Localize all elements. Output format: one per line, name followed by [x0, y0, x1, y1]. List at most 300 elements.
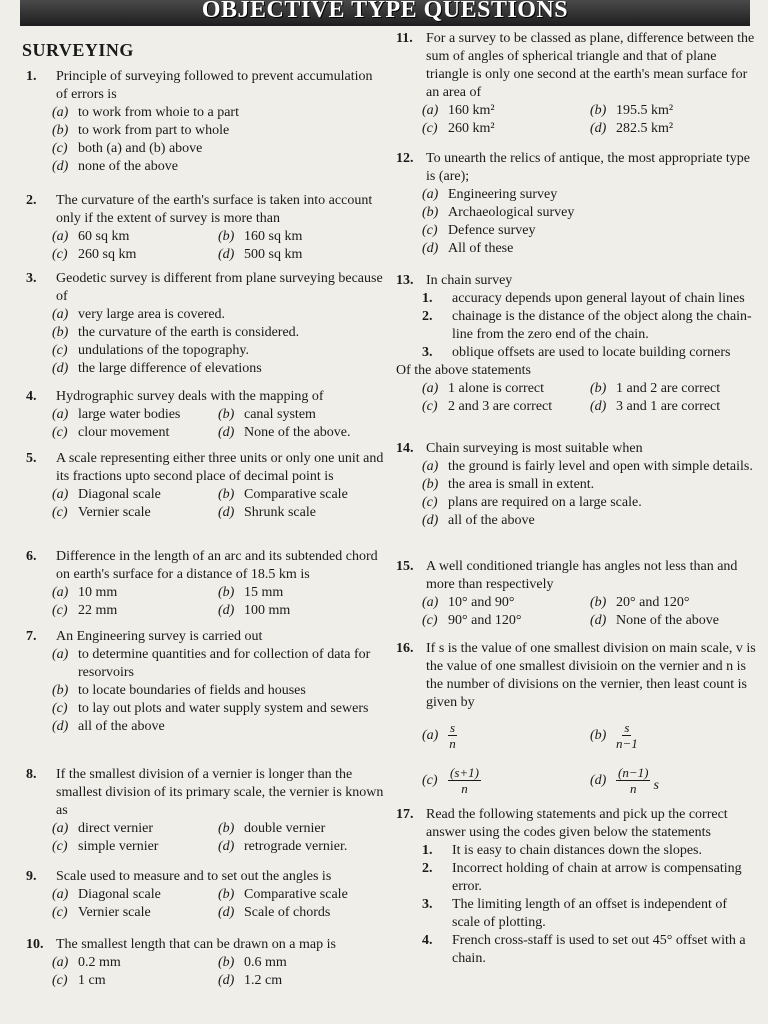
option-label: (a)	[422, 727, 439, 743]
answer-options	[52, 228, 384, 264]
question-4	[26, 388, 384, 442]
question-number: 16.	[396, 641, 414, 656]
option-text: the ground is fairly level and open with simple details.	[448, 459, 753, 474]
option-text: 1 and 2 are correct	[616, 381, 721, 396]
answer-option[interactable]	[218, 972, 384, 990]
answer-options	[52, 820, 384, 856]
option-text: to determine quantities and for collection of data for resorvoirs	[78, 647, 371, 680]
statement-item	[422, 896, 758, 932]
option-label: (a)	[52, 105, 69, 120]
option-label: (d)	[218, 603, 235, 618]
option-text: 3 and 1 are correct	[616, 399, 721, 414]
option-text: the large difference of elevations	[78, 361, 262, 376]
option-label: (a)	[422, 381, 439, 396]
question-11	[396, 30, 758, 138]
option-label: (b)	[52, 325, 69, 340]
option-label: (a)	[422, 459, 439, 474]
answer-options	[52, 306, 384, 378]
answer-options	[52, 886, 384, 922]
answer-option[interactable]	[52, 424, 218, 442]
answer-option[interactable]	[52, 306, 384, 324]
question-text: Hydrographic survey deals with the mapping of	[56, 389, 324, 404]
option-text: to work from part to whole	[78, 123, 230, 138]
answer-option[interactable]	[218, 228, 384, 246]
question-text: Difference in the length of an arc and its subtended chord on earth's surface for a distance of 18.5 km is	[56, 549, 378, 582]
answer-option[interactable]	[52, 246, 218, 264]
option-text: very large area is covered.	[78, 307, 226, 322]
option-label: (c)	[422, 223, 438, 238]
answer-option[interactable]	[422, 494, 758, 512]
answer-option[interactable]	[218, 954, 384, 972]
option-text: 10 mm	[78, 585, 118, 600]
option-label: (d)	[218, 247, 235, 262]
option-text: plans are required on a large scale.	[448, 495, 642, 510]
option-text: Engineering survey	[448, 187, 558, 202]
answer-option[interactable]	[422, 102, 590, 120]
answer-option[interactable]	[218, 602, 384, 620]
option-label: (b)	[422, 205, 439, 220]
statement-number: 1.	[422, 843, 433, 858]
question-number: 6.	[26, 549, 37, 564]
statement-text: oblique offsets are used to locate building corners	[452, 345, 731, 360]
statement-number: 2.	[422, 861, 433, 876]
question-text: An Engineering survey is carried out	[56, 629, 263, 644]
answer-option[interactable]	[218, 838, 384, 856]
answer-option[interactable]	[52, 324, 384, 342]
question-text: In chain survey	[426, 273, 513, 288]
question-8	[26, 766, 384, 856]
answer-option[interactable]	[52, 700, 384, 718]
option-label: (a)	[52, 821, 69, 836]
option-text: 22 mm	[78, 603, 118, 618]
answer-options	[422, 458, 758, 530]
option-text: Scale of chords	[244, 905, 331, 920]
option-text: none of the above	[78, 159, 178, 174]
option-text: 2 and 3 are correct	[448, 399, 553, 414]
statement-list	[422, 842, 758, 968]
banner-title: OBJECTIVE TYPE QUESTIONS	[201, 0, 569, 23]
answer-option[interactable]	[422, 476, 758, 494]
question-number: 4.	[26, 389, 37, 404]
option-label: (b)	[218, 585, 235, 600]
question-stem	[26, 936, 384, 954]
option-text: all of the above	[448, 513, 535, 528]
option-text: Comparative scale	[244, 487, 348, 502]
answer-option[interactable]	[52, 972, 218, 990]
option-label: (d)	[590, 121, 607, 136]
answer-option[interactable]	[422, 222, 758, 240]
option-text: retrograde vernier.	[244, 839, 348, 854]
question-stem	[26, 766, 384, 820]
option-text: 0.6 mm	[244, 955, 287, 970]
question-number: 5.	[26, 451, 37, 466]
question-9	[26, 868, 384, 922]
question-3	[26, 270, 384, 378]
question-12	[396, 150, 758, 258]
answer-option[interactable]	[590, 380, 758, 398]
question-number: 1.	[26, 69, 37, 84]
option-text: canal system	[244, 407, 316, 422]
answer-option[interactable]	[52, 140, 384, 158]
option-label: (a)	[52, 585, 69, 600]
fraction-multiplier: s	[653, 777, 659, 793]
option-label: (c)	[52, 603, 68, 618]
answer-option[interactable]	[52, 886, 218, 904]
option-label: (b)	[590, 381, 607, 396]
fraction-denominator: n	[449, 736, 456, 751]
answer-option[interactable]	[52, 360, 384, 378]
answer-option[interactable]	[422, 204, 758, 222]
option-text: Diagonal scale	[78, 487, 161, 502]
question-2	[26, 192, 384, 264]
answer-option[interactable]	[52, 584, 218, 602]
question-number: 3.	[26, 271, 37, 286]
answer-option[interactable]	[52, 504, 218, 522]
option-label: (b)	[422, 477, 439, 492]
option-label: (a)	[52, 647, 69, 662]
option-label: (b)	[218, 955, 235, 970]
statement-text: Incorrect holding of chain at arrow is compensating error.	[452, 861, 742, 894]
question-text: To unearth the relics of antique, the most appropriate type is (are);	[426, 151, 751, 184]
question-text: The smallest length that can be drawn on a map is	[56, 937, 336, 952]
option-label: (d)	[218, 973, 235, 988]
option-text: 90° and 120°	[448, 613, 522, 628]
option-text: 282.5 km²	[616, 121, 674, 136]
fraction-numerator: (n−1)	[618, 765, 649, 780]
answer-option[interactable]	[590, 120, 758, 138]
question-number: 12.	[396, 151, 414, 166]
option-label: (d)	[590, 772, 607, 788]
option-label: (d)	[52, 719, 69, 734]
option-label: (c)	[422, 121, 438, 136]
option-text: to locate boundaries of fields and houses	[78, 683, 306, 698]
option-text: 260 km²	[448, 121, 495, 136]
statement-prompt: Of the above statements	[396, 363, 531, 378]
option-text: 0.2 mm	[78, 955, 121, 970]
option-label: (c)	[52, 505, 68, 520]
option-label: (d)	[590, 399, 607, 414]
option-text: 20° and 120°	[616, 595, 690, 610]
answer-option[interactable]	[52, 602, 218, 620]
statement-number: 3.	[422, 345, 433, 360]
title-banner	[20, 0, 750, 26]
statement-item	[422, 290, 758, 308]
answer-option[interactable]	[422, 398, 590, 416]
option-label: (a)	[52, 955, 69, 970]
option-label: (b)	[52, 683, 69, 698]
question-stem	[26, 68, 384, 104]
question-text: Scale used to measure and to set out the angles is	[56, 869, 332, 884]
answer-option[interactable]	[218, 486, 384, 504]
option-text: both (a) and (b) above	[78, 141, 203, 156]
option-text: Shrunk scale	[244, 505, 316, 520]
option-label: (c)	[52, 973, 68, 988]
option-label: (c)	[422, 772, 438, 788]
answer-option[interactable]	[218, 820, 384, 838]
question-13	[396, 272, 758, 416]
answer-option[interactable]	[52, 104, 384, 122]
answer-option[interactable]	[422, 120, 590, 138]
option-label: (a)	[422, 595, 439, 610]
option-label: (c)	[422, 399, 438, 414]
answer-option[interactable]	[422, 765, 590, 796]
option-label: (d)	[218, 505, 235, 520]
answer-options	[422, 380, 758, 416]
fraction	[448, 765, 481, 796]
option-label: (a)	[52, 887, 69, 902]
option-label: (c)	[52, 701, 68, 716]
option-label: (c)	[52, 905, 68, 920]
statement-list	[422, 290, 758, 362]
statement-text: It is easy to chain distances down the slopes.	[452, 843, 703, 858]
option-text: simple vernier	[78, 839, 159, 854]
answer-option[interactable]	[422, 458, 758, 476]
question-number: 14.	[396, 441, 414, 456]
option-text: 100 mm	[244, 603, 291, 618]
option-text: All of these	[448, 241, 514, 256]
option-label: (c)	[422, 495, 438, 510]
statement-item	[422, 308, 758, 344]
answer-option[interactable]	[52, 820, 218, 838]
answer-option[interactable]	[422, 594, 590, 612]
option-label: (d)	[422, 241, 439, 256]
answer-option[interactable]	[52, 122, 384, 140]
question-stem	[26, 388, 384, 406]
answer-options	[52, 954, 384, 990]
option-label: (d)	[218, 905, 235, 920]
question-text: A well conditioned triangle has angles not less than and more than respectively	[426, 559, 738, 592]
option-text: None of the above.	[244, 425, 351, 440]
option-label: (b)	[590, 727, 607, 743]
question-number: 2.	[26, 193, 37, 208]
question-stem	[26, 270, 384, 306]
option-label: (c)	[52, 839, 68, 854]
option-label: (c)	[52, 141, 68, 156]
question-text: Principle of surveying followed to prevent accumulation of errors is	[56, 69, 373, 102]
option-label: (a)	[52, 487, 69, 502]
question-stem	[396, 272, 758, 290]
answer-option[interactable]	[590, 594, 758, 612]
answer-option[interactable]	[52, 486, 218, 504]
question-stem	[26, 548, 384, 584]
question-stem	[396, 558, 758, 594]
question-text: Geodetic survey is different from plane surveying because of	[56, 271, 383, 304]
question-number: 17.	[396, 807, 414, 822]
answer-option[interactable]	[218, 406, 384, 424]
statement-item	[422, 842, 758, 860]
option-text: 1 cm	[78, 973, 106, 988]
answer-options	[52, 486, 384, 522]
option-label: (b)	[218, 487, 235, 502]
option-label: (b)	[218, 887, 235, 902]
answer-option[interactable]	[422, 612, 590, 630]
option-text: 160 km²	[448, 103, 495, 118]
question-7	[26, 628, 384, 736]
question-number: 9.	[26, 869, 37, 884]
answer-options	[422, 594, 758, 630]
fraction-numerator: s	[450, 720, 456, 735]
question-text: Chain surveying is most suitable when	[426, 441, 643, 456]
option-text: 1.2 cm	[244, 973, 283, 988]
answer-option[interactable]	[218, 424, 384, 442]
fraction	[448, 720, 457, 751]
answer-option[interactable]	[52, 682, 384, 700]
answer-option[interactable]	[218, 584, 384, 602]
option-label: (a)	[422, 187, 439, 202]
option-label: (a)	[52, 229, 69, 244]
option-text: None of the above	[616, 613, 720, 628]
statement-text: French cross-staff is used to set out 45° offset with a chain.	[452, 933, 746, 966]
answer-option[interactable]	[422, 240, 758, 258]
question-number: 15.	[396, 559, 414, 574]
answer-option[interactable]	[422, 720, 590, 751]
statement-item	[422, 344, 758, 362]
answer-option[interactable]	[52, 718, 384, 736]
option-text: Defence survey	[448, 223, 536, 238]
section-heading: SURVEYING	[22, 40, 134, 60]
answer-options	[52, 646, 384, 736]
question-stem	[26, 868, 384, 886]
answer-option[interactable]	[218, 246, 384, 264]
answer-option[interactable]	[52, 904, 218, 922]
option-text: 10° and 90°	[448, 595, 515, 610]
answer-option[interactable]	[422, 380, 590, 398]
statement-item	[422, 860, 758, 896]
question-5	[26, 450, 384, 522]
question-16	[396, 640, 758, 796]
option-text: 15 mm	[244, 585, 284, 600]
question-text: If the smallest division of a vernier is longer than the smallest division of its primary scale, the vernier is known as	[56, 767, 384, 818]
answer-option[interactable]	[52, 646, 384, 682]
option-text: 60 sq km	[78, 229, 130, 244]
answer-options	[422, 186, 758, 258]
option-text: the area is small in extent.	[448, 477, 595, 492]
option-text: 1 alone is correct	[448, 381, 545, 396]
question-stem	[26, 628, 384, 646]
question-text: If s is the value of one smallest division on main scale, v is the value of one smallest divisioin on the vernier and n is the number of divisions on the vernier, then least count is given by	[426, 641, 756, 710]
answer-option[interactable]	[52, 228, 218, 246]
question-15	[396, 558, 758, 630]
question-stem	[396, 640, 758, 712]
statement-number: 1.	[422, 291, 433, 306]
answer-option[interactable]	[590, 612, 758, 630]
option-label: (d)	[52, 159, 69, 174]
option-label: (b)	[218, 407, 235, 422]
fraction	[616, 765, 650, 796]
answer-options	[52, 584, 384, 620]
option-text: 195.5 km²	[616, 103, 674, 118]
option-text: large water bodies	[78, 407, 181, 422]
option-text: 260 sq km	[78, 247, 137, 262]
option-label: (b)	[52, 123, 69, 138]
option-label: (c)	[422, 613, 438, 628]
option-text: Vernier scale	[78, 905, 151, 920]
question-stem	[26, 192, 384, 228]
answer-option[interactable]	[590, 765, 758, 796]
statement-text: chainage is the distance of the object along the chain-line from the zero end of the chain.	[452, 309, 752, 342]
fraction-denominator: n−1	[616, 736, 638, 751]
option-text: 160 sq km	[244, 229, 303, 244]
option-text: double vernier	[244, 821, 326, 836]
option-label: (c)	[52, 343, 68, 358]
answer-option[interactable]	[422, 186, 758, 204]
statement-number: 3.	[422, 897, 433, 912]
question-17	[396, 806, 758, 968]
question-1	[26, 68, 384, 176]
answer-option[interactable]	[52, 406, 218, 424]
fraction-denominator: n	[629, 781, 637, 796]
option-text: direct vernier	[78, 821, 154, 836]
answer-options	[422, 102, 758, 138]
question-number: 8.	[26, 767, 37, 782]
answer-option[interactable]	[590, 398, 758, 416]
question-14	[396, 440, 758, 530]
fraction-denominator: n	[461, 781, 468, 796]
option-text: Diagonal scale	[78, 887, 161, 902]
answer-options	[52, 406, 384, 442]
question-number: 10.	[26, 937, 44, 952]
option-label: (a)	[422, 103, 439, 118]
question-text: The curvature of the earth's surface is taken into account only if the extent of survey is more than	[56, 193, 373, 226]
option-text: Vernier scale	[78, 505, 151, 520]
question-stem	[396, 150, 758, 186]
question-text: A scale representing either three units or only one unit and its fractions upto second place of decimal point is	[56, 451, 384, 484]
answer-option[interactable]	[218, 886, 384, 904]
answer-option[interactable]	[218, 504, 384, 522]
question-text: For a survey to be classed as plane, difference between the sum of angles of spherical triangle and that of plane triangle is only one second at the earth's mean surface for an area of	[426, 31, 755, 100]
answer-option[interactable]	[590, 720, 758, 751]
option-text: the curvature of the earth is considered.	[78, 325, 300, 340]
question-stem	[26, 450, 384, 486]
option-label: (d)	[590, 613, 607, 628]
statement-number: 4.	[422, 933, 433, 948]
option-label: (d)	[422, 513, 439, 528]
answer-option[interactable]	[52, 954, 218, 972]
fraction-numerator: s	[624, 720, 630, 735]
answer-option[interactable]	[590, 102, 758, 120]
answer-option[interactable]	[52, 838, 218, 856]
option-text: to work from whoie to a part	[78, 105, 239, 120]
answer-option[interactable]	[52, 342, 384, 360]
option-label: (d)	[52, 361, 69, 376]
question-stem	[396, 440, 758, 458]
option-text: Archaeological survey	[448, 205, 575, 220]
question-6	[26, 548, 384, 620]
option-label: (b)	[590, 595, 607, 610]
question-number: 13.	[396, 273, 414, 288]
option-text: undulations of the topography.	[78, 343, 249, 358]
option-label: (b)	[218, 821, 235, 836]
statement-number: 2.	[422, 309, 433, 324]
question-number: 7.	[26, 629, 37, 644]
option-label: (a)	[52, 307, 69, 322]
fraction-options	[422, 720, 758, 796]
question-text: Read the following statements and pick up the correct answer using the codes given below the statements	[426, 807, 728, 840]
option-text: 500 sq km	[244, 247, 303, 262]
option-text: Comparative scale	[244, 887, 348, 902]
option-label: (c)	[52, 425, 68, 440]
answer-option[interactable]	[218, 904, 384, 922]
option-text: clour movement	[78, 425, 170, 440]
question-10	[26, 936, 384, 990]
question-number: 11.	[396, 31, 413, 46]
statement-text: accuracy depends upon general layout of chain lines	[452, 291, 745, 306]
answer-option[interactable]	[52, 158, 384, 176]
fraction	[616, 720, 638, 751]
option-label: (b)	[218, 229, 235, 244]
answer-option[interactable]	[422, 512, 758, 530]
option-label: (b)	[590, 103, 607, 118]
